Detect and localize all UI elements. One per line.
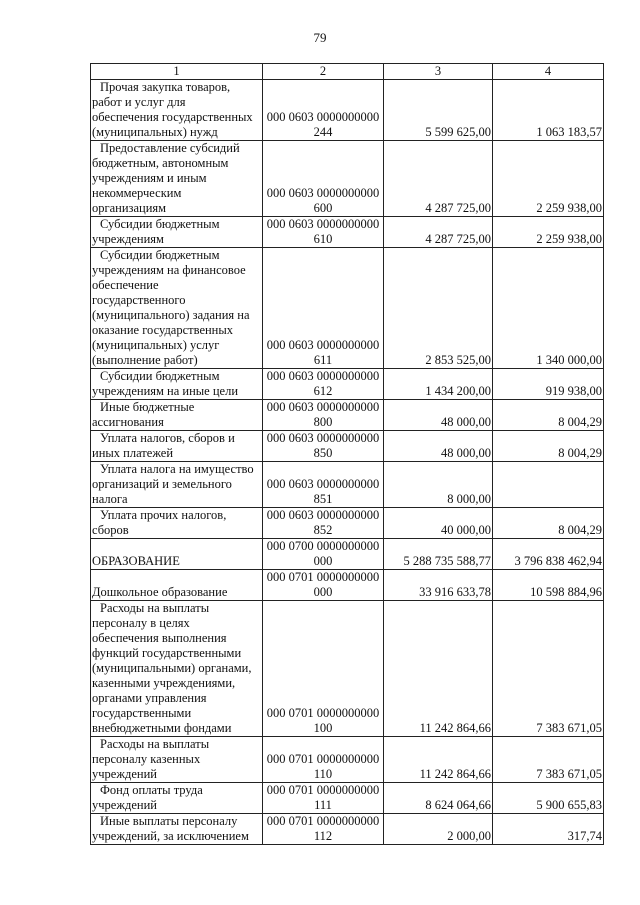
row-name-cell bbox=[91, 431, 263, 462]
row-name-line: Уплата прочих налогов, bbox=[100, 508, 227, 522]
row-value-col3: 8 000,00 bbox=[384, 462, 493, 508]
row-code-line: 100 bbox=[313, 721, 333, 735]
row-name-line: (муниципального) задания на bbox=[92, 308, 250, 322]
row-value-col4: 1 340 000,00 bbox=[493, 248, 604, 369]
row-code-cell bbox=[263, 217, 384, 248]
row-name-line: учреждений bbox=[92, 798, 157, 812]
row-name-line: иных платежей bbox=[92, 446, 174, 460]
row-name-line: Уплата налогов, сборов и bbox=[100, 431, 235, 445]
row-name-cell bbox=[91, 508, 263, 539]
row-name-line: Фонд оплаты труда bbox=[100, 783, 203, 797]
row-value-col3: 2 853 525,00 bbox=[384, 248, 493, 369]
row-code-cell bbox=[263, 570, 384, 601]
row-code-line: 000 0603 0000000000 bbox=[266, 369, 380, 383]
row-name-line: учреждений bbox=[92, 767, 157, 781]
row-value-col3: 11 242 864,66 bbox=[384, 737, 493, 783]
row-value-col4: 8 004,29 bbox=[493, 508, 604, 539]
row-code-line: 000 0603 0000000000 bbox=[266, 508, 380, 522]
row-name-line: обеспечение bbox=[92, 278, 159, 292]
row-name-line: (муниципальных) нужд bbox=[92, 125, 218, 139]
row-value-col3: 5 599 625,00 bbox=[384, 80, 493, 141]
row-value-col4: 10 598 884,96 bbox=[493, 570, 604, 601]
table-row bbox=[91, 400, 604, 431]
row-value-col3: 2 000,00 bbox=[384, 814, 493, 845]
row-name-line: Субсидии бюджетным bbox=[100, 248, 220, 262]
row-name-line: Предоставление субсидий bbox=[100, 141, 240, 155]
page-number: 79 bbox=[313, 30, 327, 45]
row-code-line: 000 0603 0000000000 bbox=[266, 110, 380, 124]
row-value-col4 bbox=[493, 462, 604, 508]
row-name-line: персоналу казенных bbox=[92, 752, 201, 766]
row-code-line: 800 bbox=[313, 415, 333, 429]
row-value-col4: 919 938,00 bbox=[493, 369, 604, 400]
row-value-col4: 2 259 938,00 bbox=[493, 217, 604, 248]
row-code-cell bbox=[263, 248, 384, 369]
row-value-col4: 8 004,29 bbox=[493, 400, 604, 431]
row-name-line: учреждениям bbox=[92, 232, 164, 246]
row-name-line bbox=[92, 539, 261, 554]
row-value-col4: 2 259 938,00 bbox=[493, 141, 604, 217]
row-value-col4: 7 383 671,05 bbox=[493, 601, 604, 737]
row-code-line: 000 0603 0000000000 bbox=[266, 186, 380, 200]
row-name-cell bbox=[91, 570, 263, 601]
column-header: 1 bbox=[91, 64, 263, 80]
row-name-line: Субсидии бюджетным bbox=[100, 369, 220, 383]
row-name-line: организациям bbox=[92, 201, 167, 215]
row-name-line: учреждениям на иные цели bbox=[92, 384, 239, 398]
table-row bbox=[91, 814, 604, 845]
row-name-line: (выполнение работ) bbox=[92, 353, 198, 367]
table-row bbox=[91, 783, 604, 814]
row-value-col3: 4 287 725,00 bbox=[384, 217, 493, 248]
table-row bbox=[91, 462, 604, 508]
row-code-cell bbox=[263, 80, 384, 141]
table-row bbox=[91, 248, 604, 369]
row-code-line: 000 0701 0000000000 bbox=[266, 752, 380, 766]
row-name-line: органами управления bbox=[92, 691, 207, 705]
row-code-line: 610 bbox=[313, 232, 333, 246]
row-value-col3: 1 434 200,00 bbox=[384, 369, 493, 400]
row-name-line: Прочая закупка товаров, bbox=[100, 80, 231, 94]
table-row bbox=[91, 508, 604, 539]
row-code-line: 000 bbox=[313, 554, 333, 568]
row-code-line: 244 bbox=[313, 125, 333, 139]
row-code-cell bbox=[263, 783, 384, 814]
row-name-cell bbox=[91, 737, 263, 783]
row-name-cell bbox=[91, 80, 263, 141]
row-name-line: учреждениям на финансовое bbox=[92, 263, 246, 277]
row-code-line: 000 0701 0000000000 bbox=[266, 570, 380, 584]
row-value-col4: 3 796 838 462,94 bbox=[493, 539, 604, 570]
row-value-col3: 48 000,00 bbox=[384, 431, 493, 462]
row-name-cell bbox=[91, 601, 263, 737]
row-name-line: Субсидии бюджетным bbox=[100, 217, 220, 231]
row-value-col3: 40 000,00 bbox=[384, 508, 493, 539]
row-name-cell bbox=[91, 539, 263, 570]
row-name-line: Расходы на выплаты bbox=[100, 737, 210, 751]
row-name-line: работ и услуг для bbox=[92, 95, 186, 109]
row-code-line: 000 0701 0000000000 bbox=[266, 783, 380, 797]
row-code-line: 612 bbox=[313, 384, 333, 398]
row-code-cell bbox=[263, 814, 384, 845]
row-name-line: налога bbox=[92, 492, 128, 506]
table-row bbox=[91, 539, 604, 570]
row-name-line: Расходы на выплаты bbox=[100, 601, 210, 615]
row-name-cell bbox=[91, 783, 263, 814]
column-header: 2 bbox=[263, 64, 384, 80]
row-code-cell bbox=[263, 737, 384, 783]
row-name-line: некоммерческим bbox=[92, 186, 182, 200]
table-row bbox=[91, 80, 604, 141]
row-name-cell bbox=[91, 462, 263, 508]
row-code-line: 110 bbox=[313, 767, 333, 781]
row-code-cell bbox=[263, 141, 384, 217]
row-code-line: 000 0603 0000000000 bbox=[266, 338, 380, 352]
row-name-line: персоналу в целях bbox=[92, 616, 190, 630]
row-code-cell bbox=[263, 539, 384, 570]
table-header-row bbox=[91, 64, 604, 80]
row-value-col3: 4 287 725,00 bbox=[384, 141, 493, 217]
row-code-line: 850 bbox=[313, 446, 333, 460]
row-code-line: 111 bbox=[314, 798, 332, 812]
row-code-line: 000 0603 0000000000 bbox=[266, 431, 380, 445]
table-row bbox=[91, 217, 604, 248]
row-code-line: 112 bbox=[313, 829, 333, 843]
row-name-line: учреждениям и иным bbox=[92, 171, 207, 185]
row-name-line: (муниципальных) услуг bbox=[92, 338, 220, 352]
row-value-col4: 1 063 183,57 bbox=[493, 80, 604, 141]
table-row bbox=[91, 737, 604, 783]
row-name-line: учреждений, за исключением bbox=[92, 829, 249, 843]
column-header: 3 bbox=[384, 64, 493, 80]
row-code-line: 000 0603 0000000000 bbox=[266, 217, 380, 231]
row-code-line: 852 bbox=[313, 523, 333, 537]
row-value-col4: 317,74 bbox=[493, 814, 604, 845]
row-value-col3: 5 288 735 588,77 bbox=[384, 539, 493, 570]
row-name-line: функций государственными bbox=[92, 646, 242, 660]
row-name-line: Дошкольное образование bbox=[92, 585, 228, 599]
row-code-line: 611 bbox=[313, 353, 333, 367]
row-name-cell bbox=[91, 400, 263, 431]
row-name-line: ассигнования bbox=[92, 415, 164, 429]
row-value-col4: 5 900 655,83 bbox=[493, 783, 604, 814]
row-name-line: (муниципальными) органами, bbox=[92, 661, 252, 675]
row-name-line bbox=[92, 570, 261, 585]
row-name-line: оказание государственных bbox=[92, 323, 234, 337]
row-value-col3: 33 916 633,78 bbox=[384, 570, 493, 601]
row-name-line: государственными bbox=[92, 706, 192, 720]
row-code-cell bbox=[263, 369, 384, 400]
table-row bbox=[91, 601, 604, 737]
column-header: 4 bbox=[493, 64, 604, 80]
row-name-line: бюджетным, автономным bbox=[92, 156, 229, 170]
row-value-col3: 8 624 064,66 bbox=[384, 783, 493, 814]
table-row bbox=[91, 369, 604, 400]
row-name-line: государственного bbox=[92, 293, 186, 307]
row-value-col4: 8 004,29 bbox=[493, 431, 604, 462]
row-name-line: обеспечения выполнения bbox=[92, 631, 227, 645]
table-row bbox=[91, 141, 604, 217]
row-name-line: Уплата налога на имущество bbox=[100, 462, 254, 476]
row-code-cell bbox=[263, 508, 384, 539]
row-code-cell bbox=[263, 601, 384, 737]
row-name-cell bbox=[91, 217, 263, 248]
row-name-line: Иные бюджетные bbox=[100, 400, 195, 414]
row-name-line: организаций и земельного bbox=[92, 477, 232, 491]
row-code-line: 000 0701 0000000000 bbox=[266, 814, 380, 828]
row-value-col4: 7 383 671,05 bbox=[493, 737, 604, 783]
row-code-line: 600 bbox=[313, 201, 333, 215]
row-code-line: 000 0603 0000000000 bbox=[266, 400, 380, 414]
row-code-line: 851 bbox=[313, 492, 333, 506]
row-name-cell bbox=[91, 369, 263, 400]
row-code-line: 000 0700 0000000000 bbox=[266, 539, 380, 553]
row-name-cell bbox=[91, 141, 263, 217]
row-code-line: 000 bbox=[313, 585, 333, 599]
row-name-line: Иные выплаты персоналу bbox=[100, 814, 238, 828]
row-name-line: внебюджетными фондами bbox=[92, 721, 232, 735]
row-name-cell bbox=[91, 814, 263, 845]
row-name-cell bbox=[91, 248, 263, 369]
row-code-cell bbox=[263, 400, 384, 431]
row-value-col3: 11 242 864,66 bbox=[384, 601, 493, 737]
row-code-line: 000 0603 0000000000 bbox=[266, 477, 380, 491]
row-name-line: казенными учреждениями, bbox=[92, 676, 236, 690]
row-value-col3: 48 000,00 bbox=[384, 400, 493, 431]
row-name-line: ОБРАЗОВАНИЕ bbox=[92, 554, 180, 568]
row-name-line: обеспечения государственных bbox=[92, 110, 253, 124]
row-name-line: сборов bbox=[92, 523, 129, 537]
row-code-cell bbox=[263, 431, 384, 462]
row-code-cell bbox=[263, 462, 384, 508]
table-row bbox=[91, 570, 604, 601]
budget-table bbox=[90, 63, 604, 845]
row-code-line: 000 0701 0000000000 bbox=[266, 706, 380, 720]
table-row bbox=[91, 431, 604, 462]
